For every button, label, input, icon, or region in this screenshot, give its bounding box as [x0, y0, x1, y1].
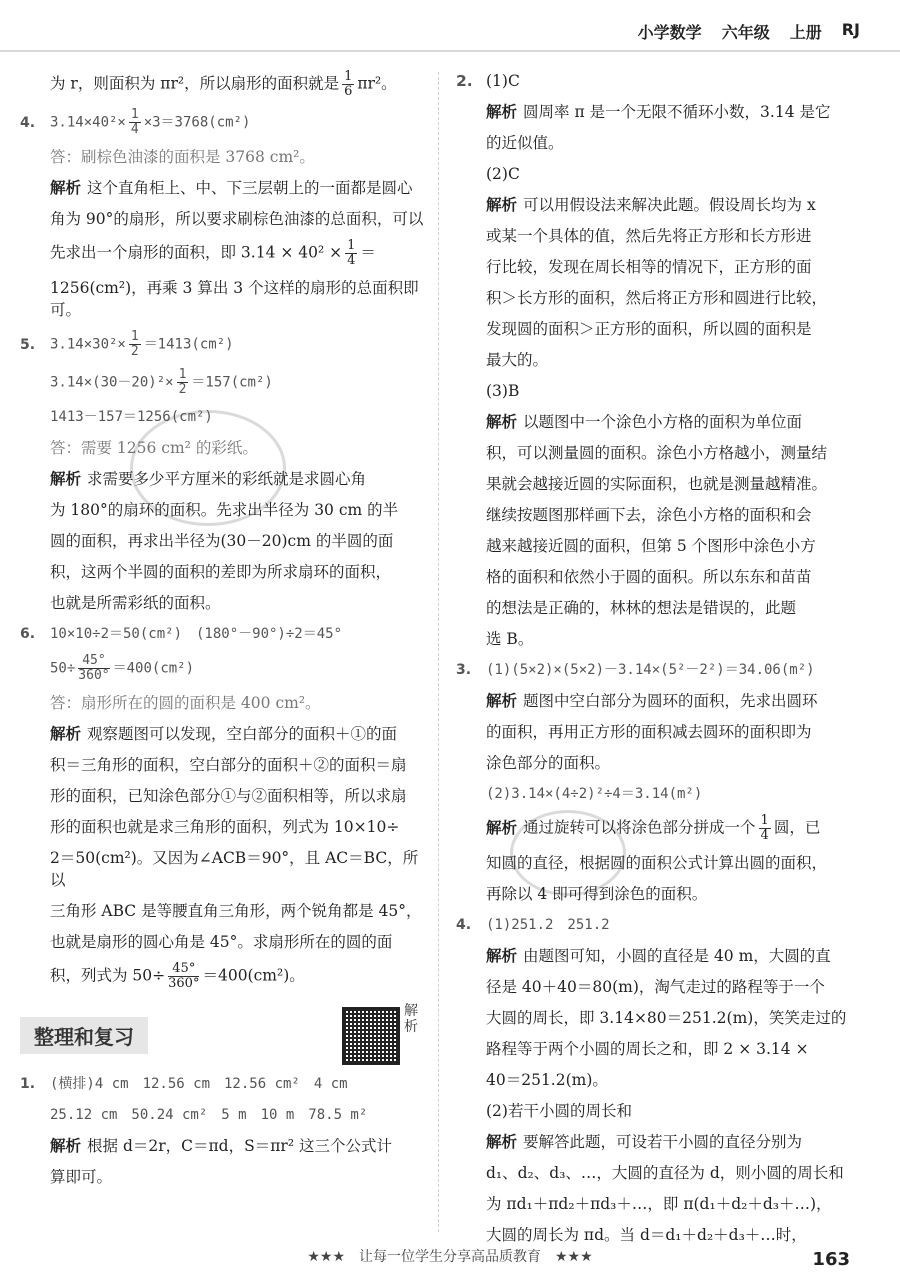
analysis-text: 发现圆的面积＞正方形的面积，所以圆的面积是 — [486, 320, 812, 338]
analysis-text: 解析 根据 d＝2r，C＝πd，S＝πr² 这三个公式计 — [50, 1137, 392, 1155]
analysis-text: 知圆的直径，根据圆的面积公式计算出圆的面积， — [486, 854, 828, 872]
analysis-text: 解析 这个直角柜上、中、下三层朝上的一面都是圆心 — [50, 179, 413, 197]
analysis-tag: 解析 — [486, 818, 518, 837]
qr-code[interactable] — [342, 1007, 400, 1065]
analysis-text: 也就是所需彩纸的面积。 — [50, 594, 221, 612]
analysis-tag: 解析 — [486, 947, 518, 965]
analysis-text: 解析 求需要多少平方厘米的彩纸就是求圆心角 — [50, 470, 367, 488]
question-4-formula: 4. 3.14×40²× $\frac{1}{4}$ ×3＝3768(cm²) — [20, 107, 251, 137]
analysis-tag: 解析 — [486, 103, 518, 121]
analysis-text: d₁、d₂、d₃、…，大圆的直径为 d，则小圆的周长和 — [486, 1164, 844, 1182]
analysis-text: 或某一个具体的值，然后先将正方形和长方形进 — [486, 227, 812, 245]
analysis-text: 积，列式为 50÷ $\frac{45^\circ}{360^\circ}$ ＝400(cm²)。 — [50, 961, 305, 991]
analysis-text: 路程等于两个小圆的周长之和，即 2 × 3.14 × — [486, 1040, 809, 1058]
question-5-formula: 3.14×(30－20)²× $\frac{1}{2}$ ＝157(cm²) — [50, 367, 273, 397]
analysis-text: 解析 观察题图可以发现，空白部分的面积＋①的面 — [50, 725, 398, 743]
question-5-formula: 5. 3.14×30²× $\frac{1}{2}$ ＝1413(cm²) — [20, 329, 234, 359]
analysis-text: 积，可以测量圆的面积。涂色小方格越小，测量结 — [486, 444, 828, 462]
analysis-tag: 解析 — [486, 1133, 518, 1151]
analysis-text: 继续按题图那样画下去，涂色小方格的面积和会 — [486, 506, 812, 524]
question-number: 2. — [456, 72, 473, 90]
analysis-text: 涂色部分的面积。 — [486, 754, 611, 772]
analysis-text: 果就会越接近圆的实际面积，也就是测量越精准。 — [486, 475, 828, 493]
question-number: 6. — [20, 626, 36, 642]
analysis-text: 为 180°的扇环的面积。先求出半径为 30 cm 的半 — [50, 501, 399, 519]
analysis-text: 积，这两个半圆的面积的差即为所求扇环的面积， — [50, 563, 392, 581]
fraction: $\frac{1}{6}$ — [344, 69, 353, 99]
header-rule — [0, 50, 900, 52]
analysis-text: 的面积，再用正方形的面积减去圆环的面积即为 — [486, 723, 812, 741]
review-1-answer: 25.12 cm 50.24 cm² 5 m 10 m 78.5 m² — [50, 1107, 368, 1123]
question-number: 1. — [20, 1076, 36, 1092]
analysis-tag: 解析 — [50, 470, 82, 488]
analysis-tag: 解析 — [486, 413, 518, 431]
analysis-text: 径是 40＋40＝80(m)，淘气走过的路程等于一个 — [486, 978, 825, 996]
analysis-text: 再除以 4 即可得到涂色的面积。 — [486, 885, 708, 903]
analysis-text: 大圆的周长，即 3.14×80＝251.2(m)，笑笑走过的 — [486, 1009, 847, 1027]
question-5-formula: 1413－157＝1256(cm²) — [50, 409, 213, 425]
analysis-tag: 解析 — [50, 179, 82, 197]
sub-answer: (2)3.14×(4÷2)²÷4＝3.14(m²) — [486, 786, 703, 802]
question-6-answer: 答：扇形所在的圆的面积是 400 cm²。 — [50, 694, 321, 712]
question-6-formula: 6. 10×10÷2＝50(cm²) (180°－90°)÷2＝45° — [20, 623, 432, 645]
analysis-text: 大圆的周长为 πd。当 d＝d₁＋d₂＋d₃＋…时， — [486, 1226, 807, 1244]
analysis-text: 为 πd₁＋πd₂＋πd₃＋…，即 π(d₁＋d₂＋d₃＋…)， — [486, 1195, 832, 1213]
question-number: 4. — [456, 917, 472, 933]
analysis-text: 40＝251.2(m)。 — [486, 1071, 608, 1089]
page-header — [638, 20, 860, 46]
question-2-answer: 2. (1)C — [456, 72, 520, 90]
question-5-answer: 答：需要 1256 cm² 的彩纸。 — [50, 439, 258, 457]
analysis-text: 形的面积，已知涂色部分①与②面积相等，所以求扇 — [50, 787, 407, 805]
question-number: 5. — [20, 336, 36, 353]
analysis-text: 解析 圆周率 π 是一个无限不循环小数，3.14 是它 — [486, 103, 831, 121]
analysis-text: 越来越接近圆的面积，但第 5 个图形中涂色小方 — [486, 537, 816, 555]
analysis-text: 选 B。 — [486, 630, 534, 648]
analysis-tag: 解析 — [50, 725, 82, 743]
question-number: 3. — [456, 662, 472, 678]
question-6-formula: 50÷ $\frac{45^\circ}{360^\circ}$ ＝400(cm²) — [50, 653, 195, 683]
sub-answer: (3)B — [486, 382, 520, 400]
analysis-tag: 解析 — [486, 692, 518, 710]
right-column — [456, 70, 876, 1255]
qr-label: 解析 — [404, 1003, 418, 1035]
analysis-text: 的想法是正确的，林林的想法是错误的，此题 — [486, 599, 797, 617]
left-column — [20, 70, 432, 1197]
analysis-tag: 解析 — [486, 196, 518, 214]
analysis-text: 角为 90°的扇形，所以要求刷棕色油漆的总面积，可以 — [50, 210, 424, 228]
analysis-text: 先求出一个扇形的面积，即 3.14 × 40² × $\frac{1}{4}$ ＝ — [50, 238, 376, 268]
answer-text: 为 r，则面积为 πr²，所以扇形的面积就是 $\frac{1}{6}$ πr²。 — [50, 69, 397, 99]
section-header — [20, 1003, 432, 1057]
question-3-answer: 3. (1)(5×2)×(5×2)－3.14×(5²－2²)＝34.06(m²) — [456, 659, 876, 681]
analysis-text: 算即可。 — [50, 1168, 113, 1186]
analysis-text: 2＝50(cm²)。又因为∠ACB＝90°，且 AC＝BC，所以 — [50, 849, 419, 889]
review-1-answer: 1. (横排)4 cm 12.56 cm 12.56 cm² 4 cm — [20, 1073, 432, 1095]
analysis-text: 解析 以题图中一个涂色小方格的面积为单位面 — [486, 413, 803, 431]
column-divider — [438, 72, 439, 1232]
header-subject: 小学数学 — [637, 23, 702, 42]
analysis-text: 三角形 ABC 是等腰直角三角形，两个锐角都是 45°， — [50, 902, 422, 920]
question-4-answer: 4. (1)251.2 251.2 — [456, 914, 876, 936]
analysis-text: 解析 通过旋转可以将涂色部分拼成一个 $\frac{1}{4}$ 圆，已 — [486, 813, 821, 843]
question-4-answer: 答：刷棕色油漆的面积是 3768 cm²。 — [50, 148, 315, 166]
analysis-text: 圆的面积，再求出半径为(30－20)cm 的半圆的面 — [50, 532, 394, 550]
analysis-tag: 解析 — [50, 1137, 82, 1155]
analysis-text: 1256(cm²)，再乘 3 算出 3 个这样的扇形的总面积即可。 — [50, 279, 419, 319]
analysis-text: 最大的。 — [486, 351, 549, 369]
analysis-text: 积＞长方形的面积，然后将正方形和圆进行比较， — [486, 289, 828, 307]
section-title: 整理和复习 — [20, 1017, 148, 1054]
analysis-text: 行比较，发现在周长相等的情况下，正方形的面 — [486, 258, 812, 276]
analysis-text: 解析 可以用假设法来解决此题。假设周长均为 x — [486, 196, 816, 214]
analysis-text: 解析 题图中空白部分为圆环的面积，先求出圆环 — [486, 692, 818, 710]
analysis-text: 解析 由题图可知，小圆的直径是 40 m，大圆的直 — [486, 947, 831, 965]
sub-answer: (2)若干小圆的周长和 — [486, 1102, 632, 1120]
header-edition: RJ — [841, 20, 860, 39]
analysis-text: 解析 要解答此题，可设若干小圆的直径分别为 — [486, 1133, 803, 1151]
analysis-text: 积＝三角形的面积，空白部分的面积＋②的面积＝扇 — [50, 756, 407, 774]
header-grade: 六年级 — [721, 23, 770, 42]
header-volume: 上册 — [789, 23, 822, 42]
analysis-text: 形的面积也就是求三角形的面积，列式为 10×10÷ — [50, 818, 400, 836]
analysis-text: 也就是扇形的圆心角是 45°。求扇形所在的圆的面 — [50, 933, 393, 951]
page-footer: ★★★ 让每一位学生分享高品质教育 ★★★ — [307, 1249, 593, 1265]
question-number: 4. — [20, 114, 36, 131]
sub-answer: (2)C — [486, 165, 520, 183]
analysis-text: 的近似值。 — [486, 134, 564, 152]
page-number: 163 — [812, 1249, 850, 1270]
analysis-text: 格的面积和依然小于圆的面积。所以东东和苗苗 — [486, 568, 812, 586]
